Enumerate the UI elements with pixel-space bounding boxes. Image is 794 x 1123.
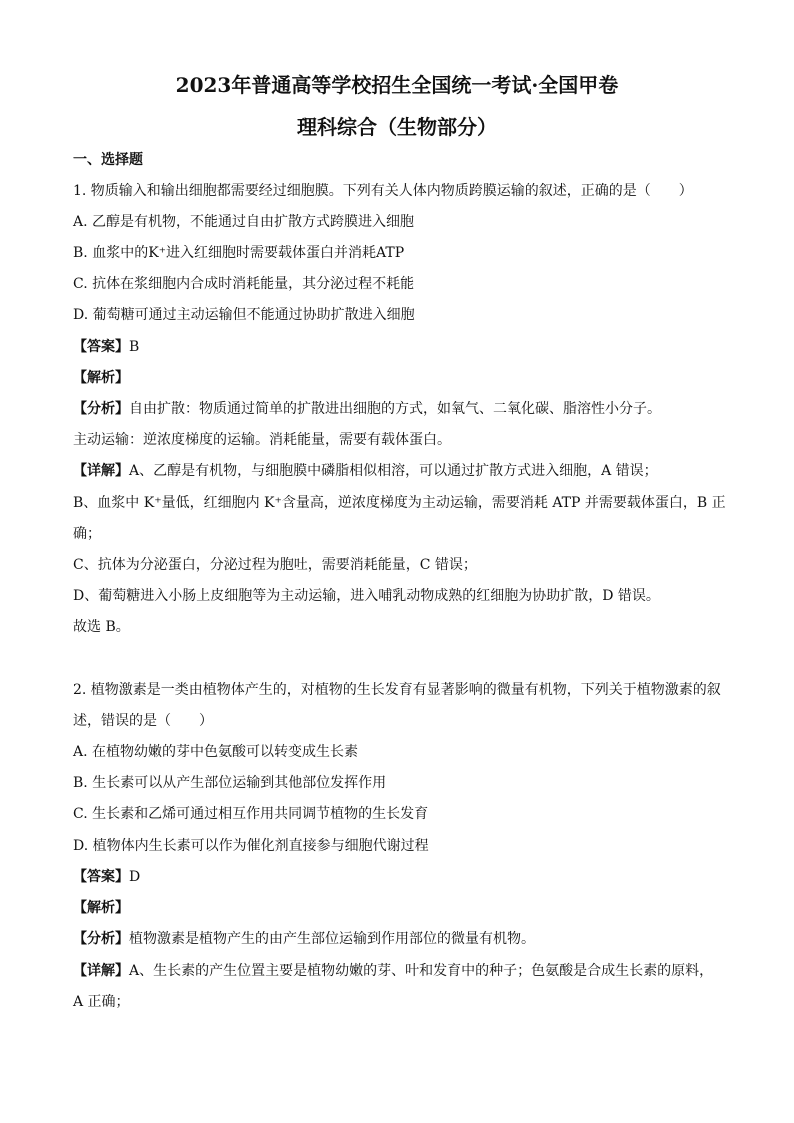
q1-answer-label: 【答案】 xyxy=(73,339,129,355)
q1-fenxi-text: 自由扩散：物质通过简单的扩散进出细胞的方式，如氧气、二氧化碳、脂溶性小分子。 xyxy=(129,401,661,417)
q2-fenxi-label: 【分析】 xyxy=(73,931,129,947)
q1-fenxi xyxy=(73,399,723,419)
q1-stem: 1. 物质输入和输出细胞都需要经过细胞膜。下列有关人体内物质跨膜运输的叙述，正确的是（ ） xyxy=(73,183,693,199)
q1-fenxi-label: 【分析】 xyxy=(73,401,129,417)
q1-option-b: B. 血浆中的K⁺进入红细胞时需要载体蛋白并消耗ATP xyxy=(73,245,405,261)
q2-option-b: B. 生长素可以从产生部位运输到其他部位发挥作用 xyxy=(73,775,387,791)
q2-fenxi-text: 植物激素是植物产生的由产生部位运输到作用部位的微量有机物。 xyxy=(129,931,535,947)
q2-option-c: C. 生长素和乙烯可通过相互作用共同调节植物的生长发育 xyxy=(73,806,429,822)
q2-stem-1: 2. 植物激素是一类由植物体产生的，对植物的生长发育有显著影响的微量有机物，下列关于植物激素的叙 xyxy=(73,682,721,698)
q2-answer xyxy=(73,867,723,887)
q1-option-c: C. 抗体在浆细胞内合成时消耗能量，其分泌过程不耗能 xyxy=(73,276,415,292)
q1-detail-a-text: A、乙醇是有机物，与细胞膜中磷脂相似相溶，可以通过扩散方式进入细胞，A 错误； xyxy=(129,463,658,479)
q1-detail-b-2: 确； xyxy=(73,526,101,542)
q2-detail-a-1 xyxy=(73,961,723,981)
q2-detail-a-2: A 正确； xyxy=(73,994,130,1010)
q1-analysis-label: 【解析】 xyxy=(73,370,129,386)
q2-analysis-label: 【解析】 xyxy=(73,900,129,916)
q1-detail-b-1: B、血浆中 K⁺量低，红细胞内 K⁺含量高，逆浓度梯度为主动运输，需要消耗 ATP 并需要载体蛋白，B 正 xyxy=(73,495,726,511)
q2-option-d: D. 植物体内生长素可以作为催化剂直接参与细胞代谢过程 xyxy=(73,838,429,854)
q2-detail-a-text: A、生长素的产生位置主要是植物幼嫩的芽、叶和发育中的种子；色氨酸是合成生长素的原料， xyxy=(129,963,714,979)
q1-detail-c: C、抗体为分泌蛋白，分泌过程为胞吐，需要消耗能量，C 错误； xyxy=(73,557,477,573)
q1-conclusion: 故选 B。 xyxy=(73,619,130,635)
q2-option-a: A. 在植物幼嫩的芽中色氨酸可以转变成生长素 xyxy=(73,744,359,760)
q2-stem-2: 述，错误的是（ ） xyxy=(73,713,213,729)
q1-answer xyxy=(73,337,723,357)
q2-fenxi xyxy=(73,929,723,949)
q1-option-d: D. 葡萄糖可通过主动运输但不能通过协助扩散进入细胞 xyxy=(73,307,415,323)
q1-detail-label: 【详解】 xyxy=(73,463,129,479)
q1-option-a: A. 乙醇是有机物，不能通过自由扩散方式跨膜进入细胞 xyxy=(73,214,415,230)
q1-detail-d: D、葡萄糖进入小肠上皮细胞等为主动运输，进入哺乳动物成熟的红细胞为协助扩散，D 错误。 xyxy=(73,588,660,604)
q1-detail-a xyxy=(73,461,723,481)
page-title: 2023年普通高等学校招生全国统一考试·全国甲卷 xyxy=(175,73,619,97)
q2-detail-label: 【详解】 xyxy=(73,963,129,979)
q2-answer-label: 【答案】 xyxy=(73,869,129,885)
q1-fenxi-2: 主动运输：逆浓度梯度的运输。消耗能量，需要有载体蛋白。 xyxy=(73,432,451,448)
section-heading: 一、选择题 xyxy=(73,152,143,168)
q2-answer-value: D xyxy=(129,869,141,885)
page-subtitle: 理科综合（生物部分） xyxy=(297,115,497,139)
q1-answer-value: B xyxy=(129,339,140,355)
